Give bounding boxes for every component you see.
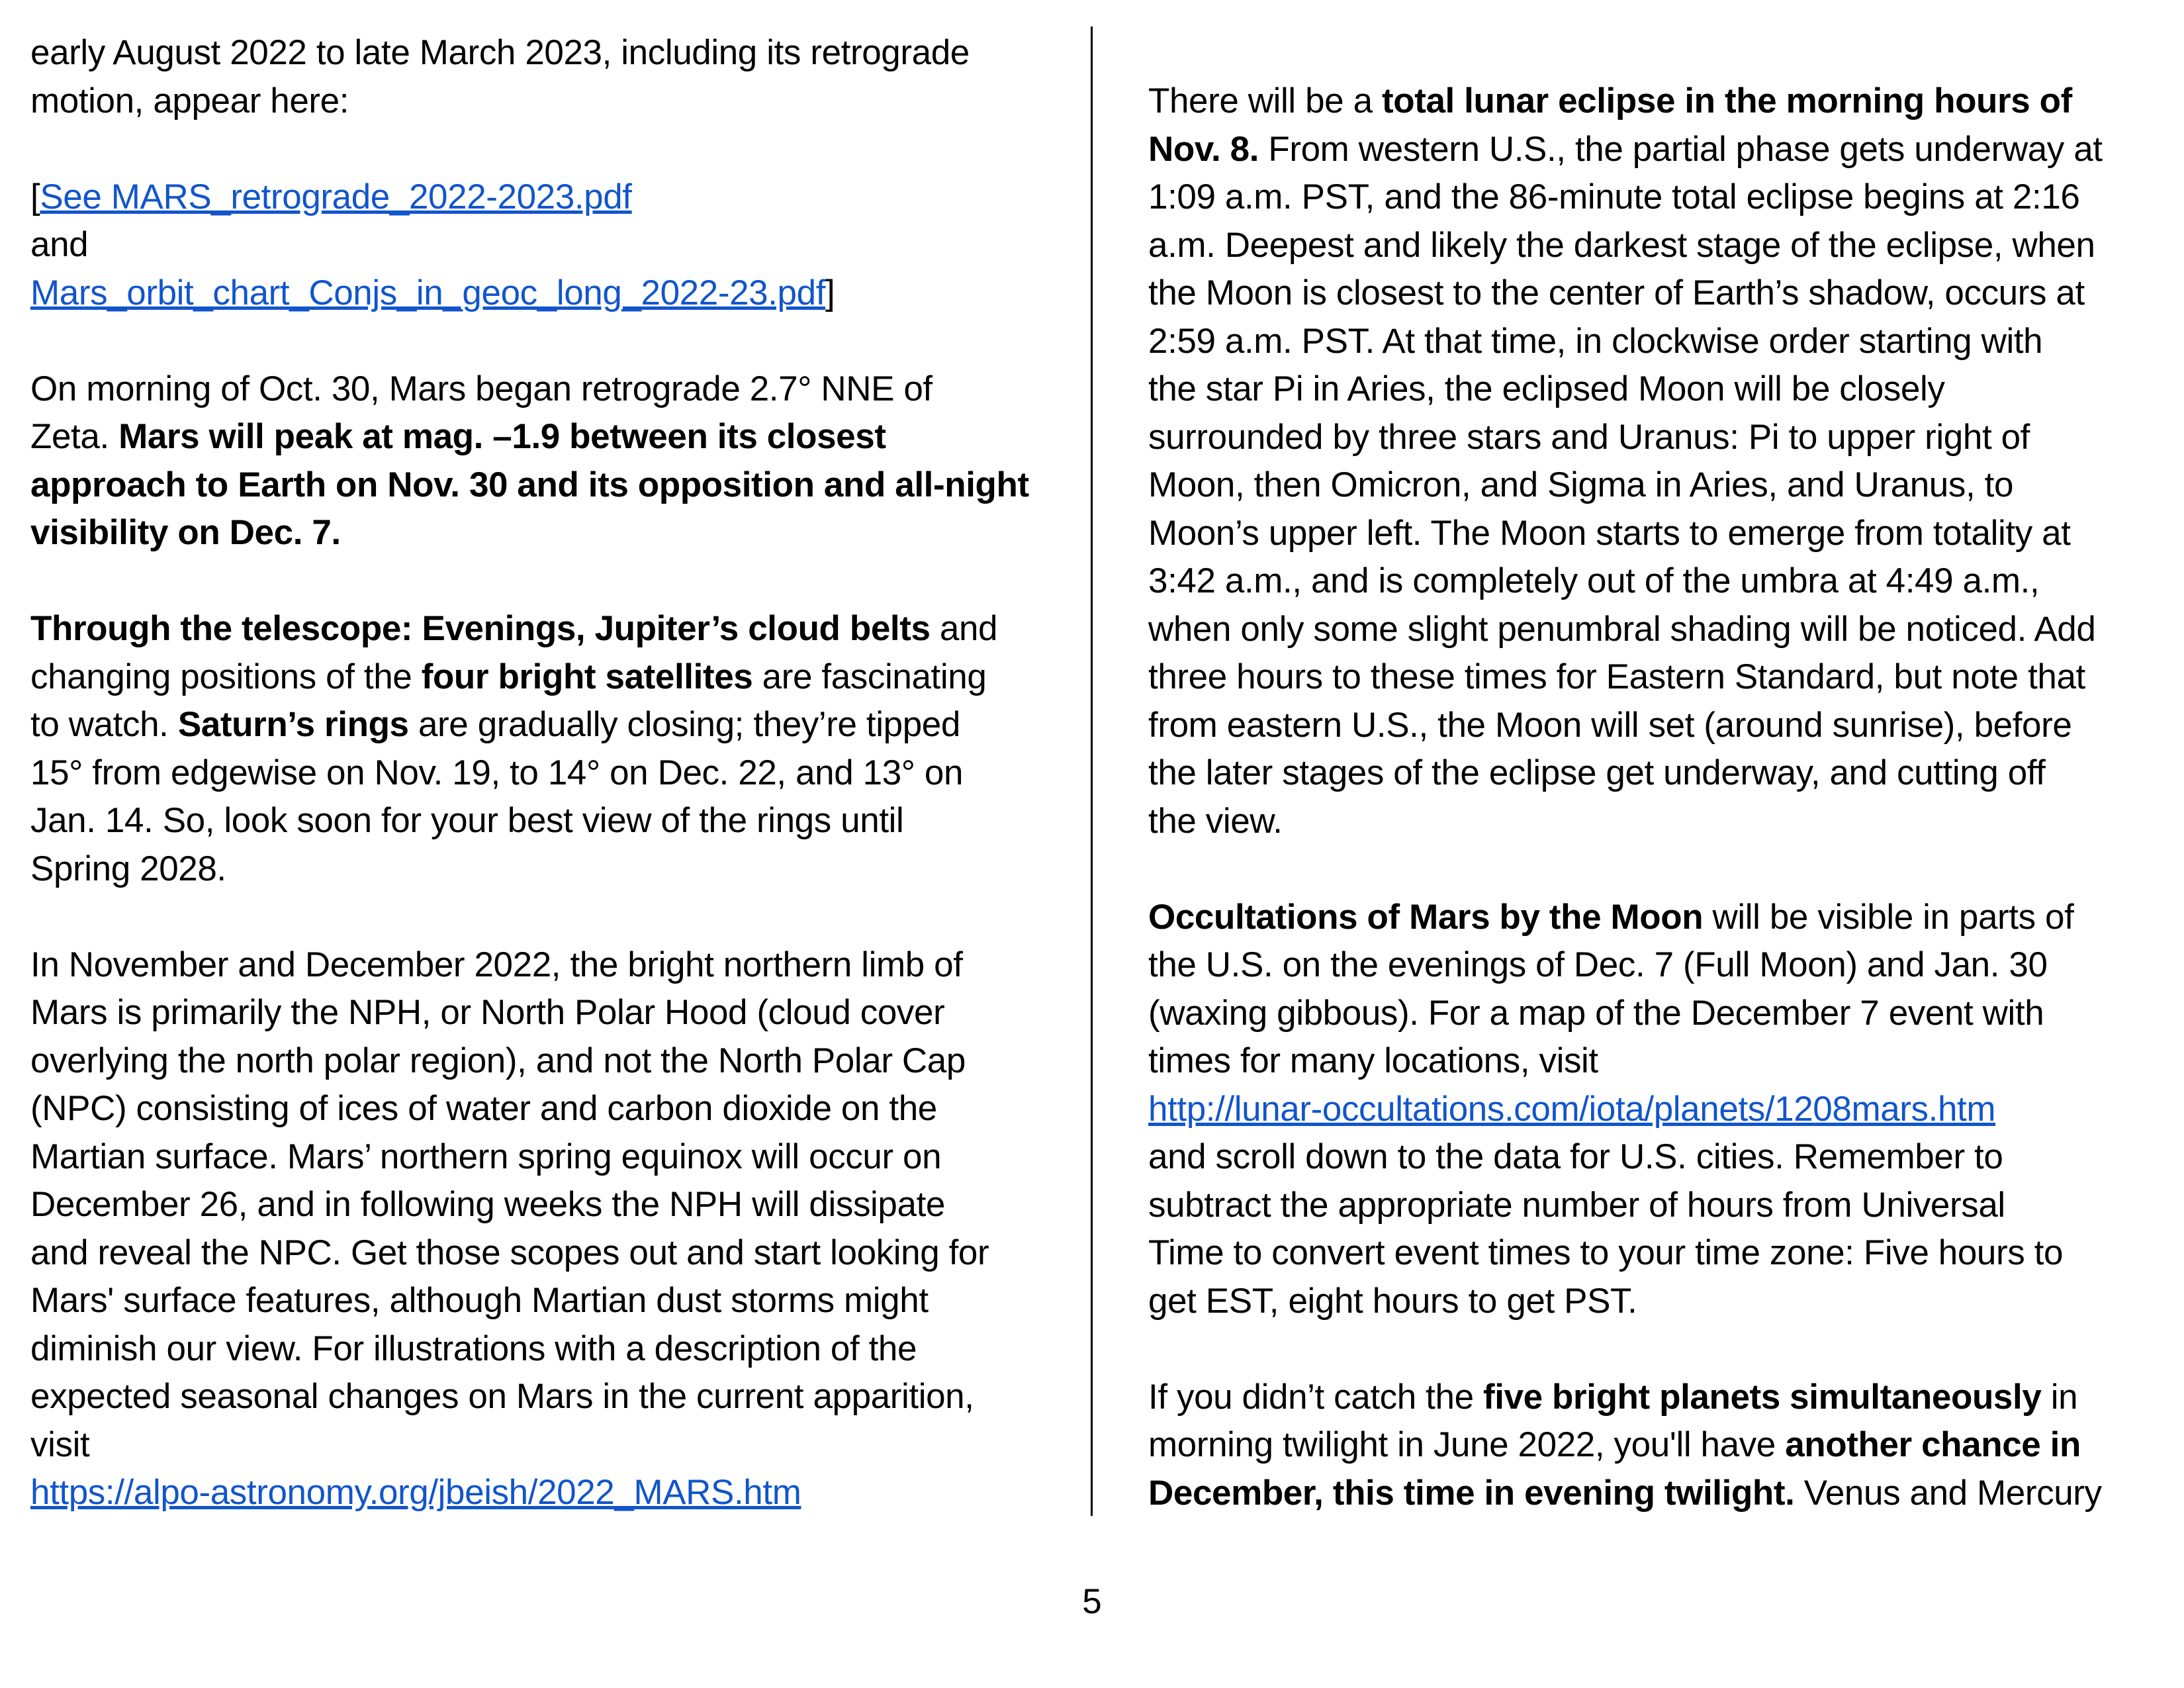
mars-orbit-chart-pdf-link[interactable]: Mars_orbit_chart_Conjs_in_geoc_long_2022-23.pdf [30, 273, 826, 312]
column-divider [1091, 26, 1093, 1516]
text-line: 15° from edgewise on Nov. 19, to 14° on Dec. 22, and 13° on [30, 753, 964, 792]
bold-text: Nov. 8. [1148, 129, 1259, 169]
text-line: the star Pi in Aries, the eclipsed Moon will be closely [1148, 369, 1945, 408]
paragraph-mars-retrograde-intro [30, 29, 1043, 125]
text-line [1148, 1374, 2154, 1422]
text-line: expected seasonal changes on Mars in the current apparition, [30, 1377, 974, 1416]
text-line: surrounded by three stars and Uranus: Pi to upper right of [1148, 417, 2030, 457]
text-line: visit [30, 1425, 90, 1464]
paragraph-occultations [1148, 894, 2154, 1326]
text-line: Martian surface. Mars’ northern spring equinox will occur on [30, 1137, 942, 1176]
text-line: Spring 2028. [30, 849, 226, 888]
lunar-occultations-link[interactable]: http://lunar-occultations.com/iota/planets/1208mars.htm [1148, 1089, 1996, 1129]
mars-retrograde-pdf-link[interactable]: See MARS_retrograde_2022-2023.pdf [40, 177, 632, 216]
right-column [1148, 77, 2154, 1517]
paragraph-five-planets [1148, 1374, 2154, 1518]
text-line: Moon, then Omicron, and Sigma in Aries, and Uranus, to [1148, 465, 2014, 504]
text-line [30, 413, 1043, 461]
paragraph-pdf-links [30, 173, 1043, 318]
text-run: Zeta. [30, 417, 119, 456]
text-line [1148, 77, 2154, 126]
bold-text: December, this time in evening twilight. [1148, 1473, 1795, 1513]
bold-text-line: visibility on Dec. 7. [30, 513, 341, 552]
bold-text-line: approach to Earth on Nov. 30 and its opposition and all-night [30, 465, 1029, 504]
text-run: and [930, 609, 998, 648]
text-line: Mars' surface features, although Martian dust storms might [30, 1281, 929, 1320]
text-run: morning twilight in June 2022, you'll have [1148, 1425, 1786, 1464]
text-line: the U.S. on the evenings of Dec. 7 (Full Moon) and Jan. 30 [1148, 945, 2048, 984]
bold-text: another chance in [1785, 1425, 2081, 1464]
text-line [1148, 1421, 2154, 1470]
paragraph-mars-opposition [30, 365, 1043, 557]
text-run: are gradually closing; they’re tipped [408, 705, 960, 744]
text-line: a.m. Deepest and likely the darkest stage of the eclipse, when [1148, 225, 2095, 265]
text-line: motion, appear here: [30, 81, 349, 120]
text-run: are fascinating [752, 657, 987, 696]
text-line: December 26, and in following weeks the NPH will dissipate [30, 1185, 945, 1224]
alpo-mars-link[interactable]: https://alpo-astronomy.org/jbeish/2022_MARS.htm [30, 1473, 801, 1512]
text-run: Venus and Mercury [1794, 1473, 2102, 1513]
text-line: from eastern U.S., the Moon will set (around sunrise), before [1148, 705, 2072, 745]
bold-text: total lunar eclipse in the morning hours of [1381, 81, 2072, 120]
left-column [30, 29, 1043, 1517]
text-line [1148, 894, 2154, 942]
text-line: and [30, 225, 89, 264]
text-line [30, 701, 1043, 749]
text-run: If you didn’t catch the [1148, 1377, 1483, 1417]
text-line [1148, 1086, 2154, 1134]
paragraph-lunar-eclipse [1148, 77, 2154, 845]
text-line: early August 2022 to late March 2023, including its retrograde [30, 33, 970, 72]
text-line: On morning of Oct. 30, Mars began retrograde 2.7° NNE of [30, 369, 933, 408]
text-line: 2:59 a.m. PST. At that time, in clockwise order starting with [1148, 321, 2043, 361]
text-line [30, 173, 1043, 222]
text-line: (NPC) consisting of ices of water and carbon dioxide on the [30, 1089, 937, 1128]
text-line: the later stages of the eclipse get underway, and cutting off [1148, 753, 2046, 792]
bracket-close: ] [825, 273, 835, 312]
text-line: three hours to these times for Eastern Standard, but note that [1148, 657, 2085, 696]
text-line [1148, 126, 2154, 174]
text-line: 1:09 a.m. PST, and the 86-minute total eclipse begins at 2:16 [1148, 177, 2080, 216]
bold-text: Occultations of Mars by the Moon [1148, 897, 1704, 937]
bold-text: Through the telescope: Evenings, Jupiter’s cloud belts [30, 609, 931, 648]
paragraph-telescope [30, 605, 1043, 893]
text-line: In November and December 2022, the bright northern limb of [30, 945, 963, 984]
text-line: Time to convert event times to your time zone: Five hours to [1148, 1233, 2064, 1272]
text-line [30, 269, 1043, 318]
bracket-open: [ [30, 177, 40, 216]
text-line: the Moon is closest to the center of Earth’s shadow, occurs at [1148, 273, 2085, 312]
paragraph-mars-polar-hood [30, 941, 1043, 1517]
text-run: There will be a [1148, 81, 1382, 120]
text-line: 3:42 a.m., and is completely out of the umbra at 4:49 a.m., [1148, 561, 2040, 600]
text-line: get EST, eight hours to get PST. [1148, 1281, 1637, 1321]
bold-text: four bright satellites [421, 657, 753, 696]
bold-text: Saturn’s rings [177, 705, 409, 744]
text-line: Jan. 14. So, look soon for your best view of the rings until [30, 801, 904, 840]
text-line: when only some slight penumbral shading will be noticed. Add [1148, 609, 2096, 649]
text-line [30, 605, 1043, 653]
text-line: overlying the north polar region), and not the North Polar Cap [30, 1041, 966, 1080]
text-line: diminish our view. For illustrations with a description of the [30, 1329, 917, 1368]
text-line: the view. [1148, 801, 1283, 841]
text-line [30, 653, 1043, 702]
text-line [30, 1469, 1043, 1517]
text-run: changing positions of the [30, 657, 422, 696]
text-run: From western U.S., the partial phase gets underway at [1259, 129, 2103, 169]
text-line [1148, 1470, 2154, 1518]
text-line: subtract the appropriate number of hours from Universal [1148, 1185, 2005, 1225]
text-line: Mars is primarily the NPH, or North Polar Hood (cloud cover [30, 993, 945, 1032]
bold-text: Mars will peak at mag. –1.9 between its closest [118, 417, 886, 456]
text-line: and scroll down to the data for U.S. cities. Remember to [1148, 1137, 2003, 1176]
bold-text: five bright planets simultaneously [1483, 1377, 2042, 1417]
text-line: times for many locations, visit [1148, 1041, 1598, 1080]
text-run: will be visible in parts of [1703, 897, 2074, 937]
text-line: (waxing gibbous). For a map of the December 7 event with [1148, 993, 2044, 1033]
page-number: 5 [1082, 1582, 1102, 1621]
text-line: Moon’s upper left. The Moon starts to emerge from totality at [1148, 513, 2071, 553]
text-line: and reveal the NPC. Get those scopes out and start looking for [30, 1233, 989, 1272]
text-run: in [2041, 1377, 2078, 1417]
text-run: to watch. [30, 705, 178, 744]
